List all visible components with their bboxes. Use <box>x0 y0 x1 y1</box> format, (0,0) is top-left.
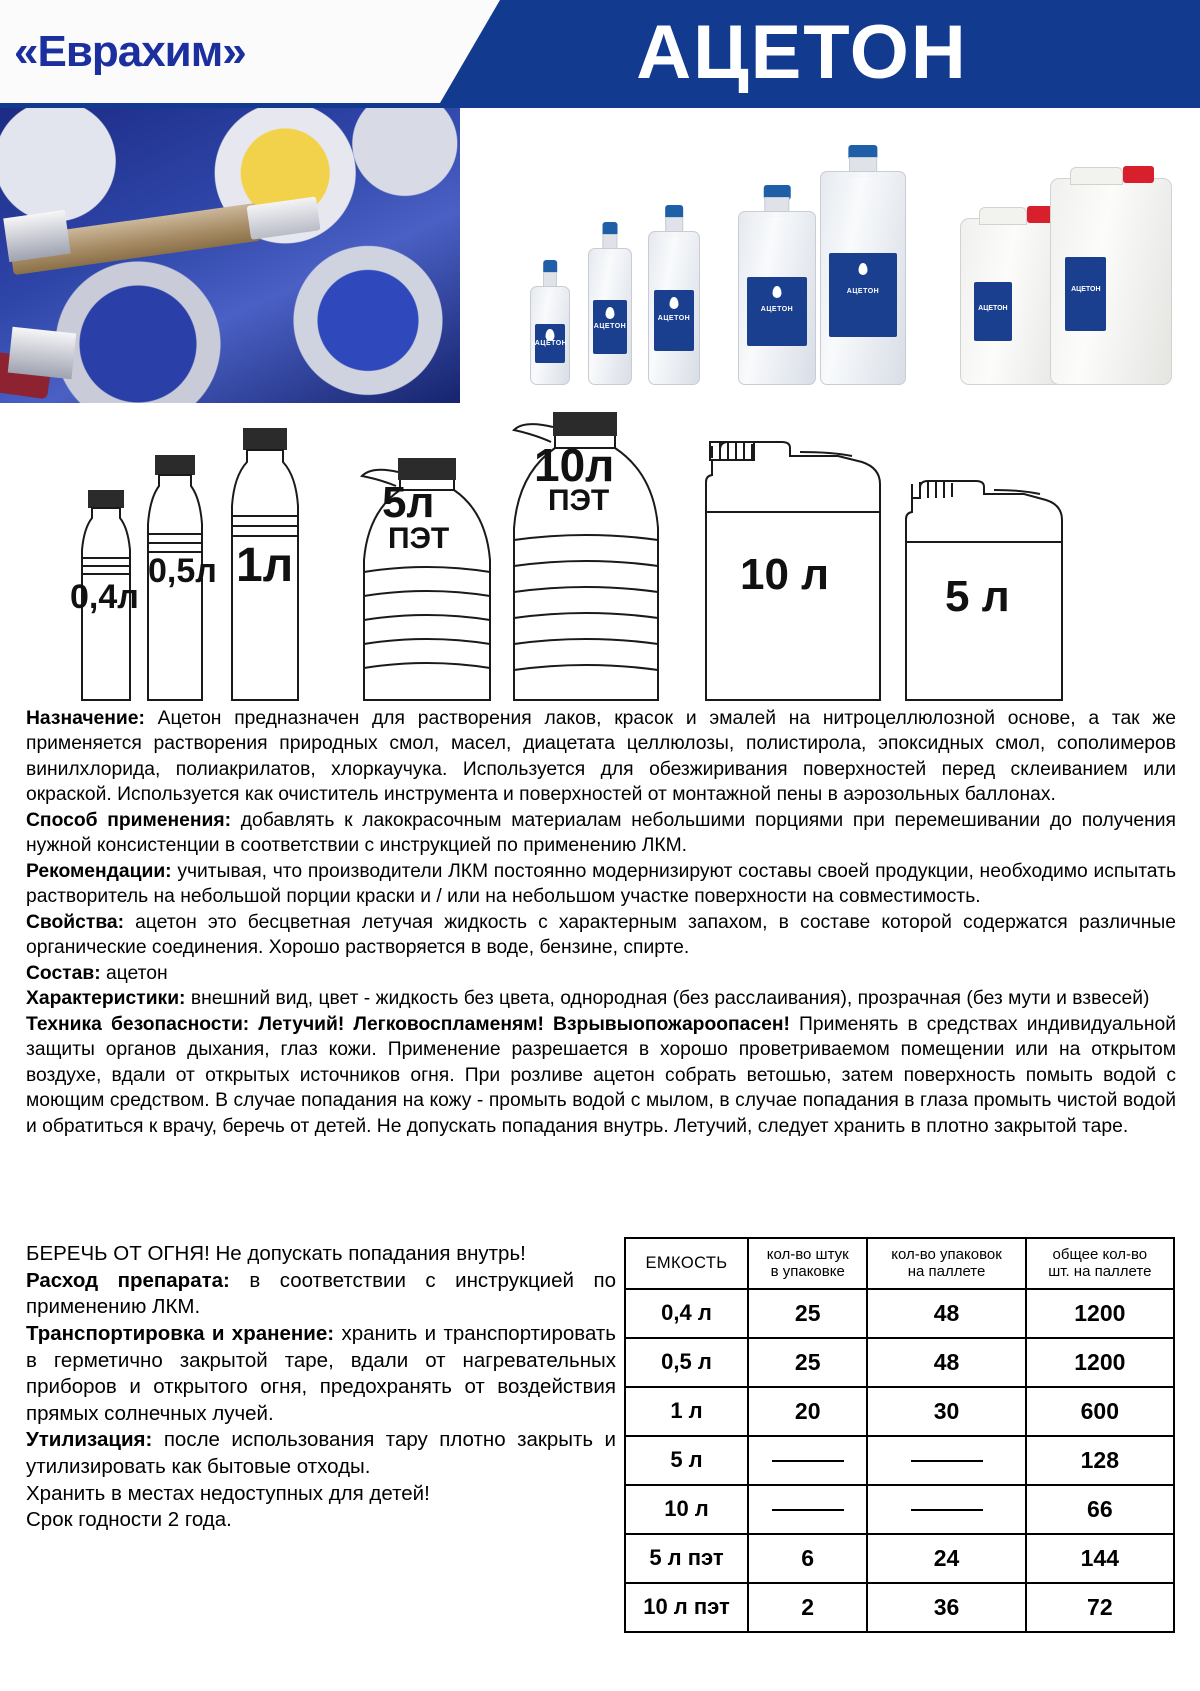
section-disposal <box>26 1427 616 1480</box>
empty-dash <box>772 1509 844 1511</box>
water-drop-icon <box>670 297 679 309</box>
canister-handle <box>979 207 1027 225</box>
cell-packs-per-pallet: 30 <box>867 1387 1025 1436</box>
empty-dash <box>911 1509 983 1511</box>
table-row <box>625 1387 1174 1436</box>
bottle-body <box>648 231 700 385</box>
bottle-label <box>654 290 694 351</box>
section-safety <box>26 1012 1176 1139</box>
bottle-label <box>829 253 896 338</box>
cell-per-pack: 2 <box>748 1583 867 1632</box>
photo-row <box>0 108 1200 403</box>
container-label-canister-5l: 5 л <box>945 572 1010 621</box>
packaging-table-head <box>625 1238 1174 1289</box>
product-description <box>26 706 1176 1139</box>
disposal-label: Утилизация: <box>26 1428 153 1452</box>
safety-warnings: Летучий! Легковоспламеням! Взрывыопожароопасен! <box>249 1013 790 1035</box>
logo-text: «Еврахим» <box>14 27 246 76</box>
recommendations-text: учитывая, что производители ЛКМ постоянно модернизируют составы своей продукции, необходимо испытать растворитель на небольшой порции краски и / или на небольшом участке поверхности на совместимость. <box>26 860 1176 908</box>
photo-canister-10l <box>1050 178 1172 385</box>
cell-packs-per-pallet: 24 <box>867 1534 1025 1583</box>
safety-label: Техника безопасности: <box>26 1013 250 1035</box>
container-label-10l-pet: 10л <box>534 439 615 491</box>
method-text: добавлять к лакокрасочным материалам небольшими порциями при перемешивании до получения нужной консистенции в соответствии с инструкцией по применению ЛКМ. <box>26 809 1176 857</box>
section-method <box>26 808 1176 859</box>
recommendations-label: Рекомендации: <box>26 860 172 882</box>
container-label-5l-pet: 5л <box>382 478 435 527</box>
brush-ferrule-1 <box>3 210 71 262</box>
keep-away-from-children: Хранить в местах недоступных для детей! <box>26 1481 430 1505</box>
cell-packs-per-pallet: 36 <box>867 1583 1025 1632</box>
bottle-body <box>588 248 632 385</box>
photo-bottle-1l <box>648 205 700 385</box>
composition-label: Состав: <box>26 962 101 984</box>
characteristics-text: внешний вид, цвет - жидкость без цвета, однородная (без расслаивания), прозрачная (без мути и взвесей) <box>185 988 1150 1010</box>
section-purpose <box>26 706 1176 808</box>
characteristics-label: Характеристики: <box>26 988 186 1010</box>
cell-capacity: 0,5 л <box>625 1338 748 1387</box>
table-row <box>625 1436 1174 1485</box>
paint-cans-photo <box>0 108 460 403</box>
cell-capacity: 10 л пэт <box>625 1583 748 1632</box>
section-transport <box>26 1321 616 1428</box>
empty-dash <box>911 1460 983 1462</box>
bottle-body <box>738 211 816 385</box>
cell-per-pack: 25 <box>748 1289 867 1338</box>
disposal-text: после использования тару плотно закрыть и утилизировать как бытовые отходы. <box>26 1428 616 1479</box>
bottle-body <box>530 286 570 385</box>
table-row <box>625 1534 1174 1583</box>
cell-total: 128 <box>1026 1436 1174 1485</box>
canister-label <box>974 282 1011 341</box>
th-packs-per-pallet: кол-во упаковок на паллете <box>867 1238 1025 1289</box>
bottle-label <box>593 300 627 354</box>
cell-total: 66 <box>1026 1485 1174 1534</box>
cell-capacity: 5 л пэт <box>625 1534 748 1583</box>
composition-text: ацетон <box>100 962 168 984</box>
water-drop-icon <box>773 286 782 298</box>
table-header-row <box>625 1238 1174 1289</box>
purpose-label: Назначение: <box>26 708 145 729</box>
water-drop-icon <box>606 307 615 319</box>
cell-per-pack <box>748 1436 867 1485</box>
cell-capacity: 1 л <box>625 1387 748 1436</box>
container-label-1l: 1л <box>236 539 294 592</box>
cell-packs-per-pallet: 48 <box>867 1289 1025 1338</box>
cell-total: 72 <box>1026 1583 1174 1632</box>
cell-total: 600 <box>1026 1387 1174 1436</box>
table-row <box>625 1583 1174 1632</box>
section-characteristics <box>26 986 1176 1011</box>
canister-label <box>1065 257 1106 331</box>
cell-capacity: 5 л <box>625 1436 748 1485</box>
method-label: Способ применения: <box>26 809 232 831</box>
product-bottles-photo <box>460 108 1200 403</box>
bottle-label <box>535 324 565 363</box>
purpose-text: Ацетон предназначен для растворения лаков, красок и эмалей на нитроцеллюлозной основе, а так же применяется растворения природных смол, масел, диацетата целлюлозы, полистирола, эпоксидных смол, сополимеров винилхлорида, полиакрилатов, хлоркаучука. Используется для обезжиривания поверхностей перед склеиванием или окраской. Используется как очиститель инструмента и поверхностей от монтажной пены в аэрозольных баллонах. <box>26 708 1176 806</box>
section-properties <box>26 910 1176 961</box>
cell-capacity: 0,4 л <box>625 1289 748 1338</box>
container-size-diagram <box>0 400 1200 705</box>
section-composition <box>26 961 1176 986</box>
properties-text: ацетон это бесцветная летучая жидкость с характерным запахом, в составе которой содержатся различные органические соединения. Хорошо растворяется в воде, бензине, спирте. <box>26 911 1176 959</box>
properties-label: Свойства: <box>26 911 125 933</box>
water-drop-icon <box>859 263 868 275</box>
fire-warning: БЕРЕЧЬ ОТ ОГНЯ! Не допускать попадания внутрь! <box>26 1242 526 1265</box>
th-total-per-pallet: общее кол-во шт. на паллете <box>1026 1238 1174 1289</box>
consumption-label: Расход препарата: <box>26 1268 230 1292</box>
container-sublabel-5l-pet: ПЭТ <box>388 522 450 555</box>
photo-bottle-0-5l <box>588 222 632 385</box>
safety-text: Применять в средствах индивидуальной защиты органов дыхания, глаз кожи. Применение разрешается в хорошо проветриваемом помещении или на открытом воздухе, вдали от открытых источников огня. При розливе ацетон собрать ветошью, затем поверхность помыть водой с моющим средством. В случае попадания на кожу - промыть водой с мылом, в случае попадания в глаза промыть чистой водой и обратиться к врачу, беречь от детей. Не допускать попадания внутрь. Летучий, следует хранить в плотно закрытой таре. <box>26 1013 1176 1137</box>
canister-cap-icon <box>1123 166 1154 183</box>
bottle-label <box>747 277 808 346</box>
cell-per-pack: 6 <box>748 1534 867 1583</box>
cell-total: 1200 <box>1026 1338 1174 1387</box>
company-logo <box>14 14 444 90</box>
table-row <box>625 1338 1174 1387</box>
table-row <box>625 1485 1174 1534</box>
section-consumption <box>26 1268 616 1321</box>
transport-label: Транспортировка и хранение: <box>26 1321 335 1345</box>
table-row <box>625 1289 1174 1338</box>
container-label-0-5l: 0,5л <box>148 552 217 590</box>
page-header <box>0 0 1200 103</box>
photo-bottle-10l-pet <box>820 145 906 385</box>
cell-capacity: 10 л <box>625 1485 748 1534</box>
th-capacity: ЕМКОСТЬ <box>625 1238 748 1289</box>
water-drop-icon <box>546 329 555 341</box>
product-title-text: АЦЕТОН <box>636 9 968 95</box>
cell-per-pack: 25 <box>748 1338 867 1387</box>
cell-total: 1200 <box>1026 1289 1174 1338</box>
photo-bottle-0-4l <box>530 260 570 385</box>
cell-packs-per-pallet <box>867 1436 1025 1485</box>
container-label-0-4l: 0,4л <box>70 578 139 616</box>
packaging-table <box>624 1237 1175 1633</box>
cell-per-pack: 20 <box>748 1387 867 1436</box>
canister-handle <box>1070 167 1122 185</box>
container-sublabel-10l-pet: ПЭТ <box>548 484 610 517</box>
cell-packs-per-pallet <box>867 1485 1025 1534</box>
packaging-table-body <box>625 1289 1174 1632</box>
photo-bottle-5l-pet <box>738 185 816 385</box>
bottle-body <box>820 171 906 385</box>
cell-packs-per-pallet: 48 <box>867 1338 1025 1387</box>
container-label-canister-10l: 10 л <box>740 550 830 599</box>
section-recommendations <box>26 859 1176 910</box>
cell-total: 144 <box>1026 1534 1174 1583</box>
brush-ferrule-2 <box>8 327 76 379</box>
product-title <box>452 2 1152 102</box>
transport-text: хранить и транспортировать в герметично закрытой таре, вдали от нагревательных приборов и открытого огня, предохранять от воздействия прямых солнечных лучей. <box>26 1321 616 1425</box>
consumption-text: в соответствии с инструкцией по применению ЛКМ. <box>26 1268 616 1319</box>
empty-dash <box>772 1460 844 1462</box>
cell-per-pack <box>748 1485 867 1534</box>
storage-and-disposal-block <box>26 1241 616 1534</box>
th-units-per-pack: кол-во штук в упаковке <box>748 1238 867 1289</box>
shelf-life: Срок годности 2 года. <box>26 1508 232 1532</box>
